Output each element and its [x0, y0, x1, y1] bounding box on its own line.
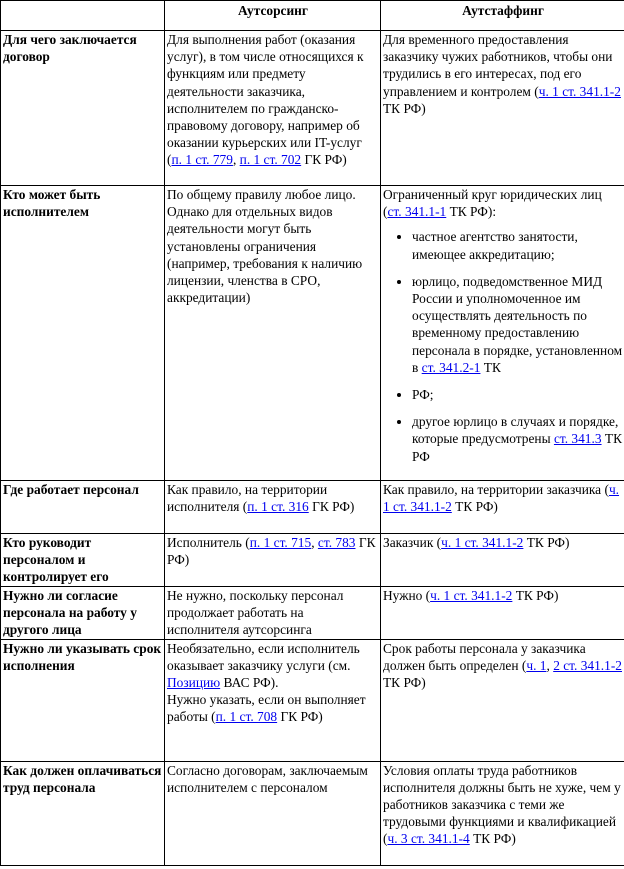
law-link[interactable]: ст. 341.1-1 — [387, 204, 447, 220]
law-link[interactable]: 2 ст. 341.1-2 — [553, 657, 622, 673]
outsourcing-cell: Исполнитель (п. 1 ст. 715, ст. 783 ГК РФ) — [165, 534, 381, 587]
law-link[interactable]: ч. 1 ст. 341.1-2 — [383, 482, 620, 515]
row-label: Как должен оплачиваться труд персонала — [1, 761, 165, 865]
law-link[interactable]: п. 1 ст. 702 — [239, 152, 302, 168]
table-row — [1, 761, 624, 865]
row-label: Кто руководит персоналом и контролирует его — [1, 534, 165, 587]
table-row — [1, 31, 624, 186]
table-row — [1, 639, 624, 761]
law-link[interactable]: ст. 341.3 — [553, 431, 602, 447]
law-link[interactable]: ч. 1 ст. 341.1-2 — [441, 535, 524, 550]
row-label: Нужно ли согласие персонала на работу у другого лица — [1, 586, 165, 639]
outstaffing-cell: Нужно (ч. 1 ст. 341.1-2 ТК РФ) — [381, 586, 624, 639]
list-item: • частное агентство занятости, имеющее аккредитацию; — [412, 228, 623, 262]
outstaffing-cell: Условия оплаты труда работников исполнителя должны быть не хуже, чем у работников заказчика с теми же трудовыми функциями и квалификацией (ч. 3 ст. 341.1-4 ТК РФ) — [381, 761, 624, 865]
paragraph: Необязательно, если исполнитель оказывает заказчику услуги (см. Позицию ВАС РФ). — [167, 640, 360, 691]
outsourcing-cell: Согласно договорам, заключаемым исполнителем с персоналом — [165, 761, 381, 865]
row-label: Кто может быть исполнителем — [1, 186, 165, 481]
outstaffing-cell: Ограниченный круг юридических лиц (ст. 341.1-1 ТК РФ): • частное агентство занятости, имеющее аккредитацию; • юрлицо, подведомственное МИД России и уполномоченное им осуществлять деятельность по временному предоставлению персонала в порядке, установленном в ст. 341.2-1 ТК • РФ; • другое юрлицо в случаях и порядке, которые предусмотрены ст. 341.3 ТК РФ — [381, 186, 624, 481]
law-link[interactable]: ч. 1 — [526, 657, 547, 673]
table-row — [1, 481, 624, 534]
position-link[interactable]: Позицию — [167, 675, 221, 691]
outstaffing-cell: Срок работы персонала у заказчика должен быть определен (ч. 1, 2 ст. 341.1-2 ТК РФ) — [381, 639, 624, 761]
law-link[interactable]: ст. 341.2-1 — [421, 359, 481, 375]
header-empty-cell — [1, 1, 165, 31]
table-row — [1, 186, 624, 481]
row-label: Для чего заключается договор — [1, 31, 165, 186]
list-item: • РФ; — [412, 386, 623, 403]
outsourcing-cell — [165, 639, 381, 761]
header-outstaffing: Аутстаффинг — [381, 1, 624, 31]
outstaffing-cell: Как правило, на территории заказчика (ч. 1 ст. 341.1-2 ТК РФ) — [381, 481, 624, 534]
outsourcing-cell: По общему правилу любое лицо. Однако для отдельных видов деятельности могут быть установлены ограничения (например, требования к наличию лицензии, членства в СРО, аккредитации) — [165, 186, 381, 481]
law-link[interactable]: п. 1 ст. 316 — [247, 499, 309, 515]
row-label: Где работает персонал — [1, 481, 165, 534]
outstaffing-cell: Для временного предоставления заказчику чужих работников, чтобы они трудились в его интересах, под его управлением и контролем (ч. 1 ст. 341.1-2 ТК РФ) — [381, 31, 624, 186]
header-outsourcing: Аутсорсинг — [165, 1, 381, 31]
law-link[interactable]: ст. 783 — [317, 535, 356, 550]
outstaffing-cell: Заказчик (ч. 1 ст. 341.1-2 ТК РФ) — [381, 534, 624, 587]
law-link[interactable]: ч. 1 ст. 341.1-2 — [538, 83, 621, 99]
table-row — [1, 586, 624, 639]
law-link[interactable]: п. 1 ст. 715 — [249, 535, 312, 550]
executor-list — [383, 228, 623, 464]
outsourcing-cell: Не нужно, поскольку персонал продолжает работать на исполнителя аутсорсинга — [165, 586, 381, 639]
law-link[interactable]: ч. 3 ст. 341.1-4 — [387, 831, 470, 847]
outsourcing-cell: Для выполнения работ (оказания услуг), в том числе относящихся к функциям или предмету деятельности заказчика, исполнителем по гражданско-правовому договору, например об оказании курьерских или IT-услуг (п. 1 ст. 779, п. 1 ст. 702 ГК РФ) — [165, 31, 381, 186]
law-link[interactable]: ч. 1 ст. 341.1-2 — [430, 587, 513, 603]
outsourcing-cell: Как правило, на территории исполнителя (п. 1 ст. 316 ГК РФ) — [165, 481, 381, 534]
header-row — [1, 1, 624, 31]
law-link[interactable]: п. 1 ст. 708 — [215, 709, 278, 725]
list-item: • другое юрлицо в случаях и порядке, которые предусмотрены ст. 341.3 ТК РФ — [412, 413, 623, 465]
row-label: Нужно ли указывать срок исполнения — [1, 639, 165, 761]
law-link[interactable]: п. 1 ст. 779 — [171, 152, 233, 168]
table-row — [1, 534, 624, 587]
list-item: • юрлицо, подведомственное МИД России и уполномоченное им осуществлять деятельность по временному предоставлению персонала в порядке, установленном в ст. 341.2-1 ТК — [412, 273, 623, 376]
paragraph: Нужно указать, если он выполняет работы (п. 1 ст. 708 ГК РФ) — [167, 692, 366, 725]
